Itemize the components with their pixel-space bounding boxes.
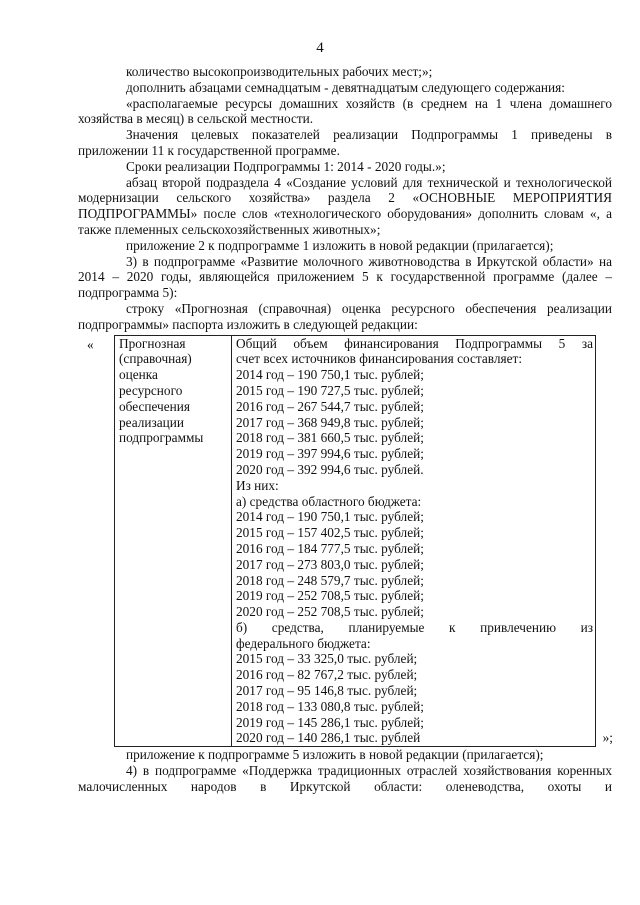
paragraph: 3) в подпрограмме «Развитие молочного животноводства в Иркутской области» на 2014 – 2020 годы, являющейся приложением 5 к государственной программе (далее – подпрограмма 5): xyxy=(78,253,612,301)
funding-line: 2015 год – 33 325,0 тыс. рублей; xyxy=(236,651,418,667)
funding-line: счет всех источников финансирования составляет: xyxy=(236,351,523,367)
passport-row-title xyxy=(115,336,232,747)
funding-line: а) средства областного бюджета: xyxy=(236,493,422,509)
passport-table-row xyxy=(87,335,613,748)
paragraph: строку «Прогнозная (справочная) оценка ресурсного обеспечения реализации подпрограммы» паспорта изложить в следующей редакции: xyxy=(78,300,612,332)
funding-line: 2015 год – 157 402,5 тыс. рублей; xyxy=(236,525,424,541)
paragraph: приложение к подпрограмме 5 изложить в новой редакции (прилагается); xyxy=(126,747,544,763)
funding-line: б) средства, планируемые к привлечению из xyxy=(236,619,593,635)
paragraph: приложение 2 к подпрограмме 1 изложить в новой редакции (прилагается); xyxy=(126,237,554,253)
paragraph: Сроки реализации Подпрограммы 1: 2014 - 2020 годы.»; xyxy=(126,158,446,174)
funding-line: 2019 год – 397 994,6 тыс. рублей; xyxy=(236,446,424,462)
funding-line: 2015 год – 190 727,5 тыс. рублей; xyxy=(236,382,424,398)
paragraphs-before xyxy=(78,64,612,333)
funding-line: 2018 год – 133 080,8 тыс. рублей; xyxy=(236,698,424,714)
funding-line: 2017 год – 273 803,0 тыс. рублей; xyxy=(236,556,424,572)
funding-line: 2014 год – 190 750,1 тыс. рублей; xyxy=(236,367,424,383)
funding-line: 2019 год – 145 286,1 тыс. рублей; xyxy=(236,714,424,730)
funding-line: 2018 год – 381 660,5 тыс. рублей; xyxy=(236,430,424,446)
paragraph: «располагаемые ресурсы домашних хозяйств (в среднем на 1 члена домашнего хозяйства в месяц) в сельской местности. xyxy=(78,95,612,127)
funding-line: 2017 год – 95 146,8 тыс. рублей; xyxy=(236,683,418,699)
row-title-line: ресурсного xyxy=(119,382,183,398)
funding-line: 2014 год – 190 750,1 тыс. рублей; xyxy=(236,509,424,525)
row-title-line: Прогнозная xyxy=(119,335,186,351)
page-number: 4 xyxy=(316,40,324,56)
funding-line: 2016 год – 184 777,5 тыс. рублей; xyxy=(236,540,424,556)
funding-line: 2020 год – 140 286,1 тыс. рублей xyxy=(236,730,421,746)
funding-line: 2017 год – 368 949,8 тыс. рублей; xyxy=(236,414,424,430)
closing-quote-mark: »; xyxy=(602,730,613,746)
row-title-line: (справочная) xyxy=(119,351,192,367)
paragraph: абзац второй подраздела 4 «Создание условий для технической и технологической модернизации сельского хозяйства» раздела 2 «ОСНОВНЫЕ МЕРОПРИЯТИЯ ПОДПРОГРАММЫ» после слов «технологического оборудования» дополнить словам «, а также племенных сельскохозяйственных животных»; xyxy=(78,174,612,237)
paragraph: количество высокопроизводительных рабочих мест;»; xyxy=(126,64,433,79)
paragraph: Значения целевых показателей реализации Подпрограммы 1 приведены в приложении 11 к государственной программе. xyxy=(78,127,612,158)
funding-line: федерального бюджета: xyxy=(236,635,371,651)
opening-quote-mark: « xyxy=(87,336,94,352)
row-title-line: подпрограммы xyxy=(119,430,204,446)
paragraph: 4) в подпрограмме «Поддержка традиционных отраслей хозяйствования коренных малочисленных народов в Иркутской области: оленеводства, охоты и xyxy=(78,763,612,794)
row-title-line: оценка xyxy=(119,367,158,383)
funding-line: Из них: xyxy=(236,477,279,493)
row-title-line: реализации xyxy=(119,414,184,430)
funding-line: 2020 год – 392 994,6 тыс. рублей. xyxy=(236,461,424,477)
funding-line: 2016 год – 82 767,2 тыс. рублей; xyxy=(236,667,418,683)
row-title-line: обеспечения xyxy=(119,398,190,414)
funding-line: 2016 год – 267 544,7 тыс. рублей; xyxy=(236,398,424,414)
funding-line: 2018 год – 248 579,7 тыс. рублей; xyxy=(236,572,424,588)
paragraphs-after xyxy=(78,747,612,794)
passport-row-content xyxy=(232,336,595,747)
paragraph: дополнить абзацами семнадцатым - девятнадцатым следующего содержания: xyxy=(126,79,565,95)
funding-line: 2020 год – 252 708,5 тыс. рублей; xyxy=(236,604,424,620)
funding-line: 2019 год – 252 708,5 тыс. рублей; xyxy=(236,588,424,604)
document-body xyxy=(78,64,612,795)
funding-line: Общий объем финансирования Подпрограммы 5 за xyxy=(236,335,593,351)
